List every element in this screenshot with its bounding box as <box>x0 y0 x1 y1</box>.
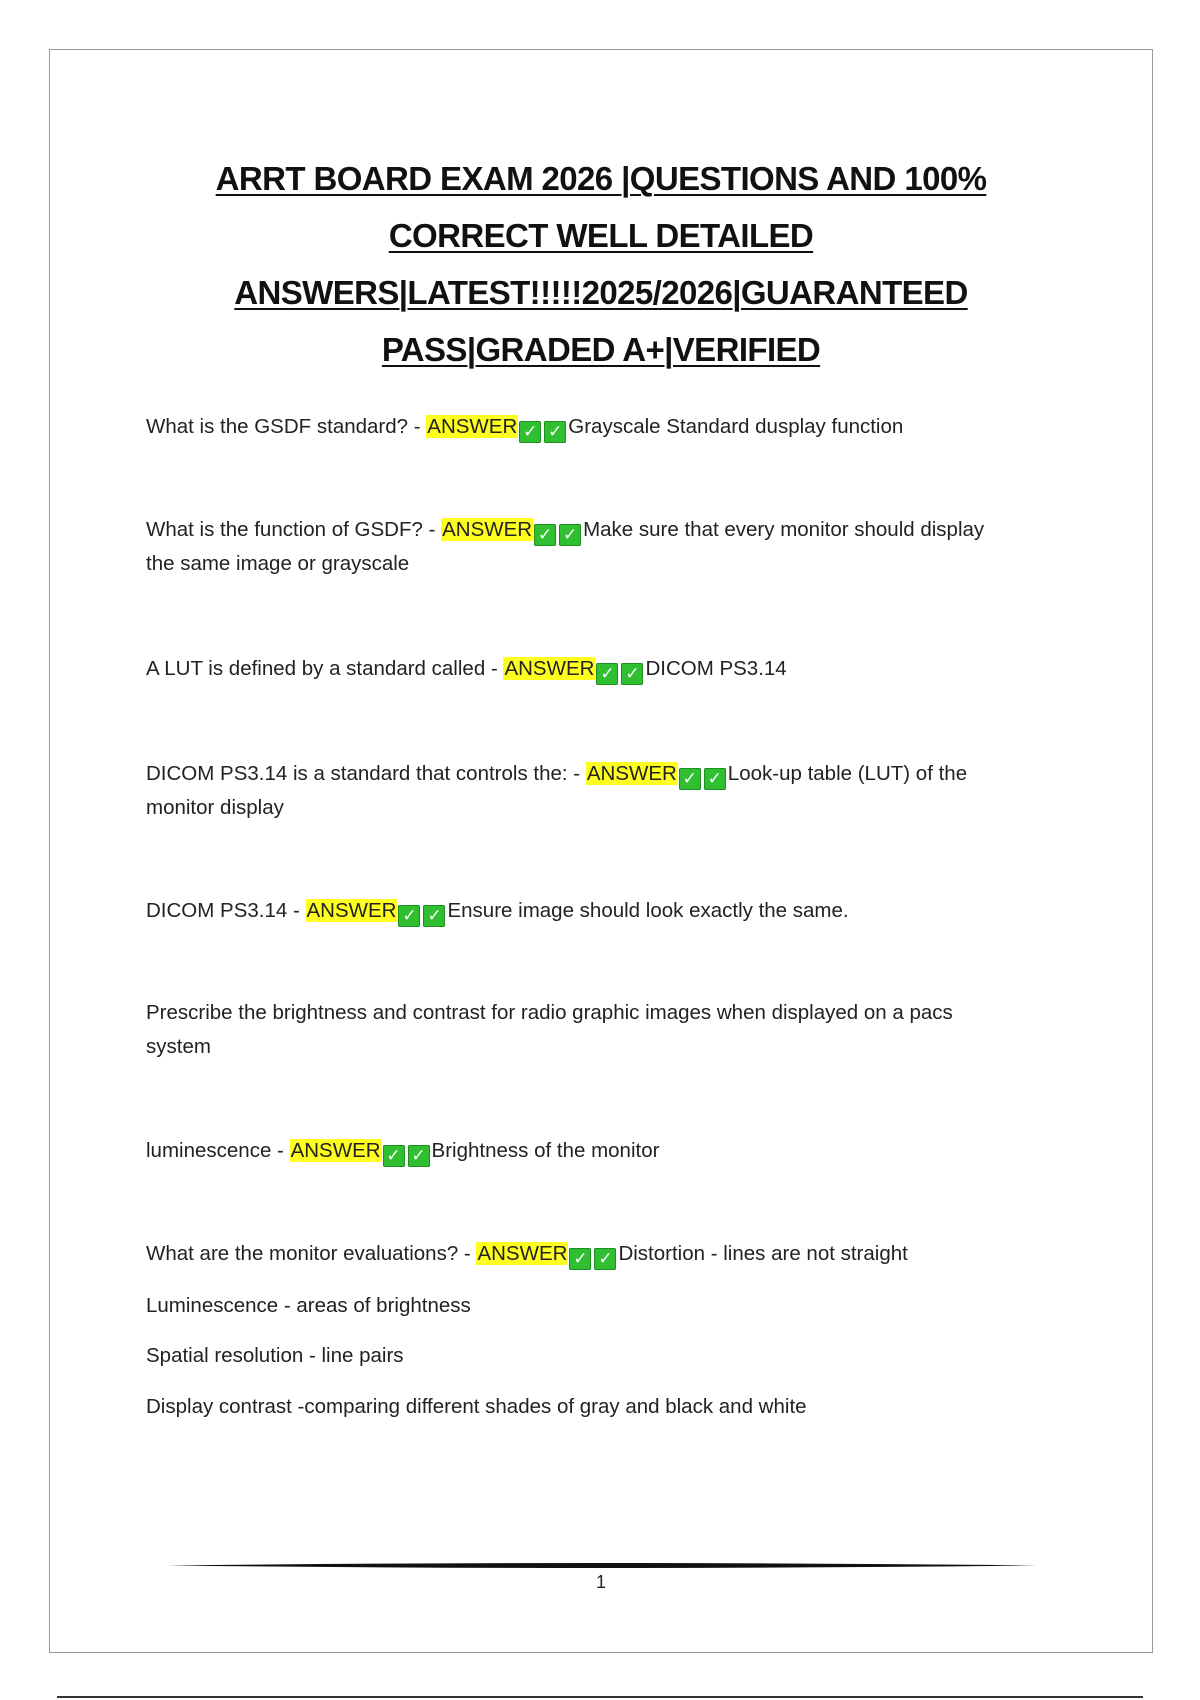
checkmark-icon: ✓ <box>534 524 556 546</box>
title-line: CORRECT WELL DETAILED <box>388 217 814 254</box>
checkmark-icon: ✓ <box>569 1248 591 1270</box>
answer-text-continued: monitor display <box>146 796 284 819</box>
question-text: What are the monitor evaluations? - <box>146 1242 477 1265</box>
checkmark-icon: ✓ <box>408 1145 430 1167</box>
evaluation-list-item: Luminescence - areas of brightness <box>146 1294 471 1317</box>
page-number: 1 <box>595 1572 606 1592</box>
answer-label: ANSWER <box>504 657 595 680</box>
checkmark-icon: ✓ <box>594 1248 616 1270</box>
title-line: PASS|GRADED A+|VERIFIED <box>381 331 821 368</box>
question-text: DICOM PS3.14 is a standard that controls the: - <box>146 762 586 785</box>
next-page-edge <box>57 1696 1143 1698</box>
question-text: luminescence - <box>146 1139 290 1162</box>
answer-text: Look-up table (LUT) of the <box>727 762 968 785</box>
qa-entry <box>146 513 1106 581</box>
answer-text: Grayscale Standard dusplay function <box>568 415 904 438</box>
question-text: DICOM PS3.14 - <box>146 899 306 922</box>
checkmark-icon: ✓ <box>704 768 726 790</box>
answer-text-continued: the same image or grayscale <box>146 552 410 575</box>
checkmark-icon: ✓ <box>383 1145 405 1167</box>
answer-label: ANSWER <box>477 1242 568 1265</box>
answer-text: Ensure image should look exactly the same. <box>447 899 849 922</box>
checkmark-icon: ✓ <box>559 524 581 546</box>
paragraph-line: system <box>146 1035 211 1058</box>
plain-paragraph <box>146 996 1106 1064</box>
document-page <box>49 49 1153 1653</box>
answer-label: ANSWER <box>586 762 677 785</box>
question-text: What is the function of GSDF? - <box>146 518 442 541</box>
checkmark-icon: ✓ <box>423 905 445 927</box>
qa-entry <box>146 410 1106 444</box>
evaluation-list-item: Spatial resolution - line pairs <box>146 1344 404 1367</box>
checkmark-icon: ✓ <box>544 421 566 443</box>
answer-label: ANSWER <box>306 899 397 922</box>
answer-text: Distortion - lines are not straight <box>618 1242 908 1265</box>
title-line: ANSWERS|LATEST!!!!!2025/2026|GUARANTEED <box>234 274 968 311</box>
qa-entry <box>146 894 1106 928</box>
qa-entry <box>146 757 1106 825</box>
answer-label: ANSWER <box>442 518 533 541</box>
answer-text: Brightness of the monitor <box>431 1139 660 1162</box>
paragraph-line: Prescribe the brightness and contrast for radio graphic images when displayed on a pacs <box>146 1001 953 1024</box>
checkmark-icon: ✓ <box>679 768 701 790</box>
checkmark-icon: ✓ <box>596 663 618 685</box>
evaluation-list-item: Display contrast -comparing different shades of gray and black and white <box>146 1395 807 1418</box>
question-text: A LUT is defined by a standard called - <box>146 657 504 680</box>
answer-label: ANSWER <box>290 1139 381 1162</box>
answer-label: ANSWER <box>427 415 518 438</box>
answer-text: DICOM PS3.14 <box>645 657 787 680</box>
qa-entry <box>146 652 1106 686</box>
document-title <box>110 150 1092 378</box>
checkmark-icon: ✓ <box>398 905 420 927</box>
question-text: What is the GSDF standard? - <box>146 415 427 438</box>
checkmark-icon: ✓ <box>621 663 643 685</box>
qa-entry <box>146 1134 1106 1168</box>
checkmark-icon: ✓ <box>519 421 541 443</box>
title-line: ARRT BOARD EXAM 2026 |QUESTIONS AND 100% <box>215 160 987 197</box>
footer-divider <box>167 1562 1037 1569</box>
qa-entry <box>146 1237 1106 1271</box>
answer-text: Make sure that every monitor should display <box>583 518 985 541</box>
